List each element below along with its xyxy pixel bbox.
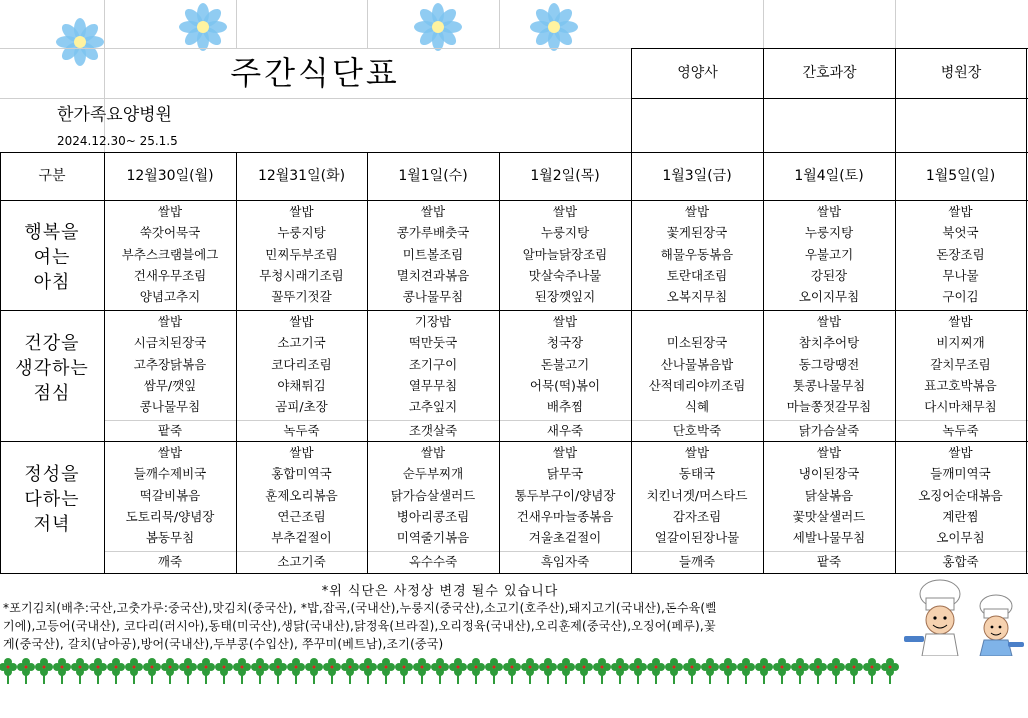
origin-info: [3, 599, 898, 653]
menu-item: 미역줄기볶음: [396, 530, 470, 546]
menu-cell: [499, 442, 631, 548]
menu-cell: [367, 201, 499, 307]
menu-item: 부추스크램블에그: [121, 246, 219, 262]
meal-label-line: 점심: [33, 383, 71, 404]
porridge-item: 들깨죽: [678, 554, 716, 569]
menu-item: 다시마채무침: [924, 399, 997, 415]
meal-label-line: 저녁: [33, 514, 71, 535]
menu-item: 양념고추지: [139, 289, 201, 305]
menu-cell: [895, 442, 1026, 548]
menu-item: 돈장조림: [936, 246, 985, 262]
menu-item: 오이지무침: [798, 289, 860, 305]
menu-cell: [236, 311, 367, 417]
menu-item: 콩가루배춧국: [396, 225, 470, 241]
menu-item: 갈치무조림: [930, 356, 991, 372]
menu-item: 무청시래기조림: [259, 267, 344, 283]
menu-item: 시금치된장국: [133, 335, 207, 351]
notice-text: *위 식단은 사정상 변경 될수 있습니다: [321, 584, 559, 599]
menu-item: 동그랑땡전: [798, 356, 860, 372]
menu-item: 쌀밥: [552, 314, 578, 329]
menu-item: 연근조림: [277, 508, 326, 524]
menu-item: 훈제오리볶음: [265, 487, 338, 503]
menu-item: 떡갈비볶음: [139, 487, 201, 503]
menu-cell: [104, 442, 236, 548]
menu-period: 2024.12.30~ 25.1.5: [57, 134, 178, 148]
menu-item: 청국장: [546, 335, 584, 351]
porridge-item: 녹두죽: [942, 423, 979, 438]
menu-item: 미트볼조림: [402, 246, 464, 262]
menu-item: 산적데리야끼조림: [648, 377, 746, 393]
menu-item: 콩나물무침: [402, 289, 464, 305]
menu-item: 꽃맛살샐러드: [792, 508, 866, 524]
signature-head-nurse: 간호과장: [802, 65, 857, 81]
meal-label-line: 행복을: [24, 222, 80, 243]
menu-item: 오복지무침: [666, 289, 728, 305]
menu-cell: [236, 442, 367, 548]
menu-item: 얼갈이된장나물: [654, 530, 740, 546]
menu-item: 쌀밥: [289, 204, 314, 219]
menu-item: 북엇국: [942, 225, 979, 241]
day-header: 12월30일(월): [126, 168, 214, 184]
menu-cell: [236, 201, 367, 307]
porridge-item: 홍합죽: [942, 554, 979, 569]
menu-item: 닭무국: [546, 466, 584, 482]
signature-director: 병원장: [940, 65, 982, 81]
menu-cell: [763, 311, 895, 417]
menu-item: 계란찜: [942, 508, 979, 524]
clover-border: [0, 648, 900, 688]
menu-item: 쌀밥: [289, 314, 314, 329]
menu-item: 쌀밥: [420, 445, 446, 460]
day-header: 12월31일(화): [257, 168, 346, 184]
porridge-item: 흑임자죽: [540, 554, 590, 569]
menu-item: 해물우동볶음: [660, 246, 734, 262]
menu-item: 쌀밥: [552, 445, 578, 460]
menu-cell: [631, 201, 763, 307]
menu-item: 쌀밥: [157, 314, 183, 329]
menu-item: 돈불고기: [540, 356, 590, 372]
menu-item: 마늘쫑젓갈무침: [786, 399, 872, 415]
origin-line: 게(중국산), 갈치(남아공),방어(국내산),두부콩(수입산), 쭈꾸미(베트남),조기(중국): [3, 637, 444, 651]
menu-item: 들깨수제비국: [133, 466, 207, 482]
menu-item: 고추잎지: [408, 399, 458, 415]
menu-item: 들깨미역국: [930, 466, 991, 482]
menu-item: 기장밥: [414, 314, 452, 329]
porridge-item: 팥죽: [816, 554, 842, 569]
menu-item: 산나물볶음밥: [660, 356, 734, 372]
menu-item: 홍합미역국: [271, 466, 332, 482]
category-header: 구분: [38, 168, 66, 184]
porridge-item: 닭가슴살죽: [798, 423, 860, 438]
menu-item: 쌀밥: [684, 204, 710, 219]
meal-label: [0, 331, 104, 406]
porridge-item: 녹두죽: [283, 423, 320, 438]
menu-cell: [367, 442, 499, 548]
menu-item: 쌀밥: [552, 204, 578, 219]
meal-label-line: 아침: [33, 272, 71, 293]
menu-cell: [895, 311, 1026, 417]
menu-item: 토란대조림: [666, 267, 728, 283]
origin-line: 기에),고등어(국내산), 코다리(러시아),동태(미국산),생닭(국내산),닭정육(브라질),오리정육(국내산),오리훈제(중국산),오징어(페루),꽃: [3, 619, 716, 633]
menu-item: 감자조림: [672, 508, 722, 524]
menu-item: 봄동무침: [145, 530, 195, 546]
menu-item: 쑥갓어묵국: [139, 225, 201, 241]
day-header: 1월1일(수): [398, 168, 468, 184]
porridge-item: 팥죽: [157, 423, 183, 438]
menu-item: 참치추어탕: [798, 335, 860, 351]
menu-item: 겨울초겉절이: [528, 530, 602, 546]
menu-item: 비지찌개: [936, 335, 985, 351]
menu-item: 우불고기: [804, 246, 854, 262]
menu-item: 열무무침: [408, 377, 458, 393]
menu-item: 고추장닭볶음: [133, 356, 207, 372]
menu-item: 쌀밥: [684, 445, 710, 460]
porridge-item: 깨죽: [157, 554, 183, 569]
menu-item: 누룽지탕: [804, 225, 854, 241]
meal-label: [0, 220, 104, 295]
menu-item: 알마늘닭장조림: [522, 246, 608, 262]
menu-item: 강된장: [810, 267, 848, 283]
menu-item: 세발나물무침: [792, 530, 866, 546]
menu-item: 동태국: [678, 466, 716, 482]
menu-cell: [763, 201, 895, 307]
menu-item: 무나물: [942, 267, 979, 283]
menu-item: 쌀밥: [289, 445, 314, 460]
menu-item: 닭가슴살샐러드: [390, 487, 476, 503]
menu-item: 배추찜: [546, 399, 584, 415]
menu-cell: [367, 311, 499, 417]
menu-item: 쌀밥: [816, 204, 842, 219]
meal-label-line: 다하는: [24, 489, 80, 510]
menu-item: 꽃게된장국: [666, 225, 728, 241]
menu-item: 건새우마늘종볶음: [516, 508, 614, 524]
menu-item: 냉이된장국: [798, 466, 860, 482]
meal-label-line: 여는: [33, 247, 71, 268]
day-header: 1월5일(일): [925, 168, 996, 184]
menu-item: 오이무침: [936, 530, 985, 546]
menu-item: 소고기국: [277, 335, 326, 351]
menu-cell: [499, 311, 631, 417]
signature-dietitian: 영양사: [677, 65, 718, 81]
day-header: 1월2일(목): [530, 168, 600, 184]
menu-item: 야채튀김: [277, 377, 326, 393]
menu-item: 떡만둣국: [408, 335, 458, 351]
menu-cell: [895, 201, 1026, 307]
page-title: 주간식단표: [230, 54, 400, 92]
menu-cell: [104, 311, 236, 417]
menu-item: 쌀밥: [948, 445, 973, 460]
menu-cell: [104, 201, 236, 307]
porridge-item: 옥수수죽: [408, 554, 458, 569]
origin-line: *포기김치(배추:국산,고춧가루:중국산),맛김치(중국산), *밥,잡곡,(국내산),누룽지(중국산),소고기(호주산),돼지고기(국내산),돈수육(삘: [3, 601, 718, 615]
menu-item: 민찌두부조림: [265, 246, 338, 262]
menu-item: 코다리조림: [271, 356, 332, 372]
menu-item: 된장깻잎지: [534, 289, 596, 305]
menu-item: 쌈무/깻잎: [143, 377, 197, 393]
menu-cell: [631, 442, 763, 548]
menu-item: 병아리콩조림: [396, 508, 470, 524]
menu-item: 쌀밥: [816, 314, 842, 329]
menu-item: 쌀밥: [157, 445, 183, 460]
menu-cell: [499, 201, 631, 307]
porridge-item: 단호박죽: [672, 423, 722, 438]
day-header: 1월4일(토): [794, 168, 864, 184]
menu-item: 미소된장국: [666, 335, 728, 351]
menu-item: 구이김: [942, 289, 979, 305]
meal-label-line: 정성을: [24, 464, 80, 485]
hospital-name: 한가족요양병원: [57, 105, 172, 125]
menu-item: 도토리묵/양념장: [125, 508, 215, 524]
menu-item: [631, 311, 763, 332]
meal-label-line: 생각하는: [15, 358, 89, 379]
menu-item: 쌀밥: [420, 204, 446, 219]
menu-item: 치킨너겟/머스타드: [646, 487, 748, 503]
menu-item: 쌀밥: [948, 314, 973, 329]
menu-item: 톳콩나물무침: [792, 377, 866, 393]
porridge-item: 소고기죽: [277, 554, 326, 569]
menu-item: 쌀밥: [157, 204, 183, 219]
menu-item: 통두부구이/양념장: [514, 487, 616, 503]
menu-item: 순두부찌개: [402, 466, 464, 482]
day-header: 1월3일(금): [662, 168, 732, 184]
menu-item: 쌀밥: [816, 445, 842, 460]
menu-item: 쌀밥: [948, 204, 973, 219]
meal-label-line: 건강을: [24, 333, 80, 354]
menu-cell: [631, 311, 763, 417]
menu-item: 꼴뚜기젓갈: [271, 289, 332, 305]
menu-cell: [763, 442, 895, 548]
menu-item: 멸치견과볶음: [396, 267, 470, 283]
menu-item: 누룽지탕: [540, 225, 590, 241]
menu-item: 곰피/초장: [275, 399, 328, 415]
menu-item: 어묵(떡)볶이: [529, 377, 601, 393]
meal-label: [0, 462, 104, 537]
menu-item: 부추겉절이: [271, 530, 332, 546]
menu-item: 누룽지탕: [277, 225, 326, 241]
porridge-item: 새우죽: [546, 423, 584, 438]
menu-item: 콩나물무침: [139, 399, 201, 415]
menu-item: 건새우무조림: [133, 267, 207, 283]
menu-item: 닭살볶음: [804, 487, 854, 503]
chef-illustration: [900, 576, 1026, 656]
menu-item: 맛살숙주나물: [528, 267, 602, 283]
menu-item: 식혜: [684, 399, 710, 415]
porridge-item: 조갯살죽: [408, 423, 458, 438]
menu-item: 조기구이: [408, 356, 458, 372]
menu-item: 오징어순대볶음: [918, 487, 1003, 503]
menu-item: 표고호박볶음: [924, 377, 997, 393]
